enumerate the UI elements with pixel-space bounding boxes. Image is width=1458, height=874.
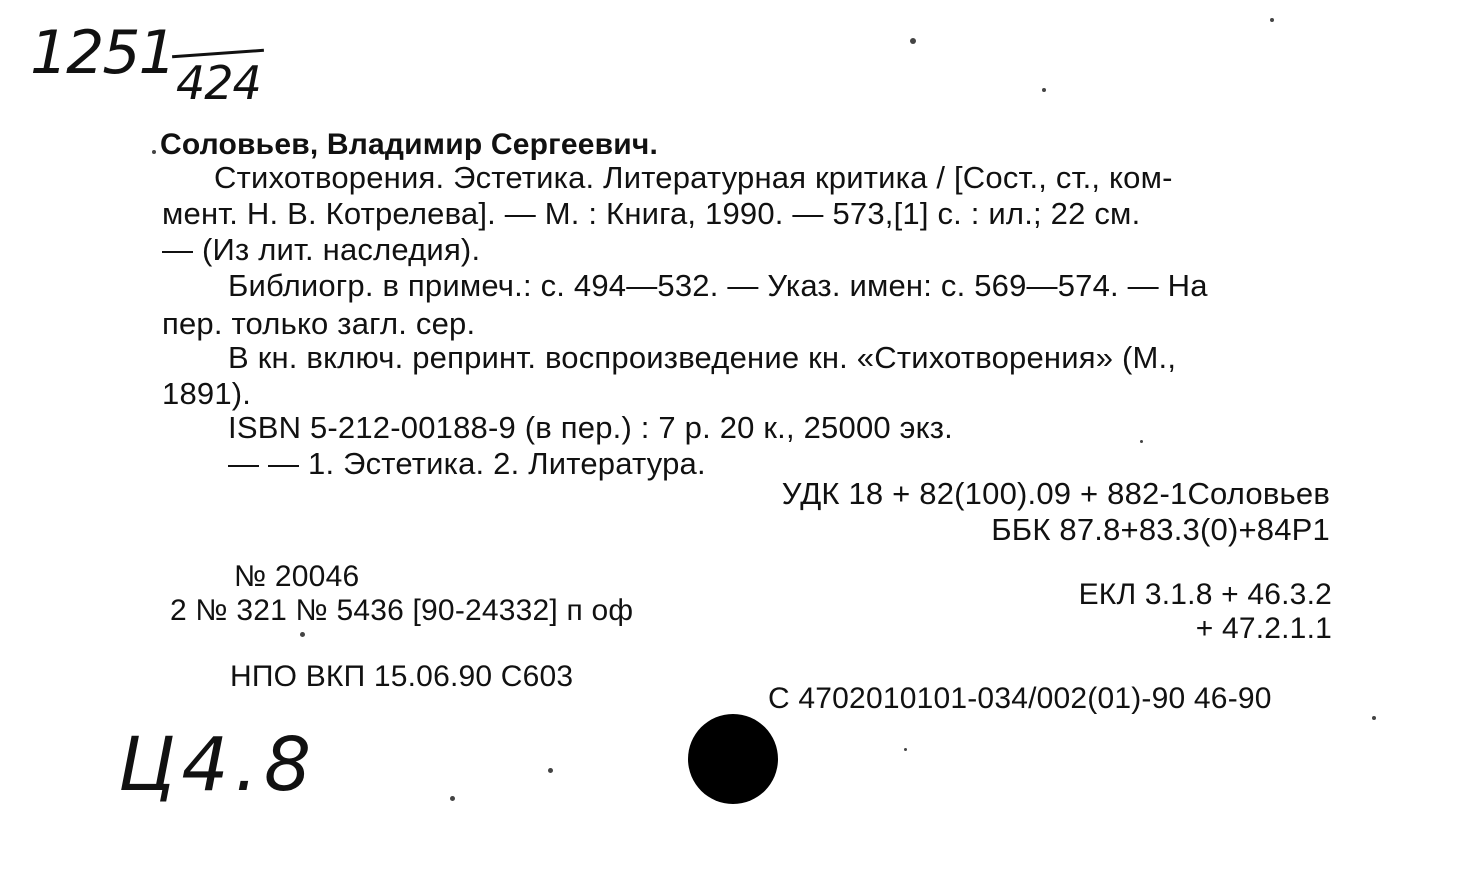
catalog-code: С 4702010101-034/002(01)-90 46-90 [768,682,1272,715]
call-number-main: 1251 [30,18,175,88]
title-line-2: мент. Н. В. Котрелева]. — М. : Книга, 1990. — 573,[1] с. : ил.; 22 см. [162,196,1141,231]
title-line-1: Стихотворения. Эстетика. Литературная критика / [Сост., ст., ком- [214,160,1173,195]
notes-2-line-2: 1891). [162,376,252,411]
dust-speck [1042,88,1046,92]
notes-1-line-2: пер. только загл. сер. [162,306,476,341]
dust-speck [1270,18,1274,22]
isbn-line: ISBN 5-212-00188-9 (в пер.) : 7 р. 20 к., 25000 экз. [228,410,953,445]
dust-speck [548,768,553,773]
title-line-3: — (Из лит. наследия). [162,232,481,267]
dust-speck [450,796,455,801]
author-heading: Соловьев, Владимир Сергеевич. [160,128,659,161]
notes-1-line-1: Библиогр. в примеч.: с. 494—532. — Указ. имен: с. 569—574. — На [228,268,1208,303]
subjects-line: — — 1. Эстетика. 2. Литература. [228,446,706,481]
bbk-line: ББК 87.8+83.3(0)+84Р1 [991,512,1330,547]
print-info: 2 № 321 № 5436 [90-24332] п оф [170,594,634,627]
notes-2-line-1: В кн. включ. репринт. воспроизведение кн. «Стихотворения» (М., [228,340,1177,375]
dust-speck [1372,716,1376,720]
ekl-line-1: ЕКЛ 3.1.8 + 46.3.2 [1078,578,1332,611]
npo-line: НПО ВКП 15.06.90 С603 [230,660,574,693]
handwritten-call-number [30,18,175,88]
dust-speck [910,38,916,44]
order-number: № 20046 [234,560,360,593]
udk-line: УДК 18 + 82(100).09 + 882-1Соловьев [781,476,1330,511]
dust-speck [152,150,156,154]
dust-speck [904,748,907,751]
dust-speck [300,632,305,637]
dust-speck [1140,440,1143,443]
punch-hole [688,714,778,804]
ekl-line-2: + 47.2.1.1 [1195,612,1332,645]
handwritten-bottom-note: Ц4.8 [118,722,318,808]
call-number-sub: 424 [176,56,261,110]
